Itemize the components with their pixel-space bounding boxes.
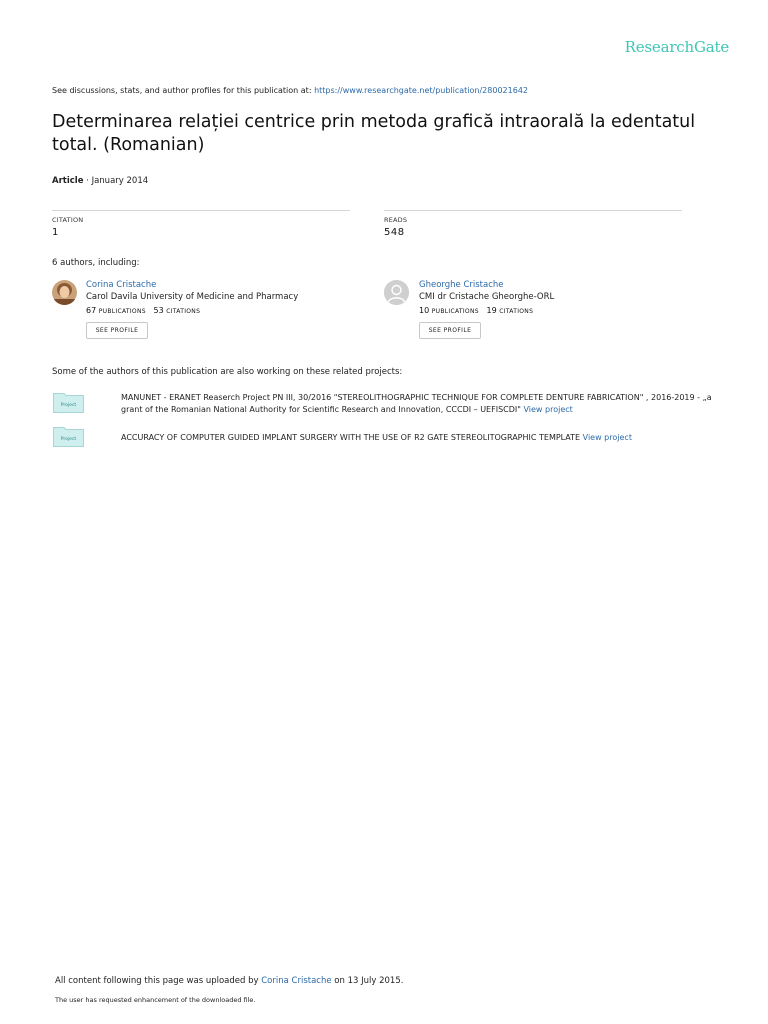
project-item <box>121 432 721 444</box>
publication-title: Determinarea relației centrice prin metoda grafică intraorală la edentatul total. (Romanian) <box>52 112 696 155</box>
discussion-line <box>52 86 528 95</box>
discussion-text: See discussions, stats, and author profiles for this publication at: <box>52 86 315 95</box>
author-avatar-placeholder[interactable] <box>384 280 409 305</box>
project-icon-label: Project <box>60 437 77 442</box>
upload-suffix: on 13 July 2015. <box>331 976 404 986</box>
citation-divider <box>52 210 350 211</box>
citation-count: 1 <box>52 227 59 238</box>
author-avatar-photo[interactable] <box>52 280 77 305</box>
view-project-link[interactable]: View project <box>523 405 573 414</box>
publication-url-link[interactable]: https://www.researchgate.net/publication/280021642 <box>314 86 528 95</box>
author-citations-count: 19 <box>486 306 497 315</box>
project-item <box>121 392 713 416</box>
related-projects-heading: Some of the authors of this publication are also working on these related projects: <box>52 367 403 377</box>
author-name-link[interactable]: Corina Cristache <box>86 280 157 290</box>
publication-meta: Article · January 2014 <box>52 176 149 186</box>
author-stats <box>419 306 533 315</box>
author-affiliation: CMI dr Cristache Gheorghe-ORL <box>419 292 555 302</box>
author-affiliation: Carol Davila University of Medicine and Pharmacy <box>86 292 299 302</box>
see-profile-button[interactable]: SEE PROFILE <box>419 322 481 339</box>
reads-count: 548 <box>384 227 405 238</box>
upload-prefix: All content following this page was uploaded by <box>55 976 262 986</box>
author-citations-count: 53 <box>153 306 164 315</box>
researchgate-logo[interactable]: ResearchGate <box>624 38 729 56</box>
author-name-link[interactable]: Gheorghe Cristache <box>419 280 504 290</box>
author-publications-count: 67 <box>86 306 97 315</box>
project-description: MANUNET - ERANET Reaserch Project PN III, 30/2016 "STEREOLITHOGRAPHIC TECHNIQUE FOR COMPLETE DENTURE FABRICATION" , 2016-2019 - „a grant of the Romanian National Authority for Scientific Research and Innovation, CCCDI – UEFISCDI" <box>121 393 712 414</box>
publications-label: PUBLICATIONS <box>98 308 146 315</box>
project-icon-label: Project <box>60 403 77 408</box>
project-folder-icon[interactable] <box>53 391 84 413</box>
authors-heading: 6 authors, including: <box>52 258 140 268</box>
person-photo-icon <box>52 280 77 305</box>
author-publications-count: 10 <box>419 306 430 315</box>
publications-label: PUBLICATIONS <box>431 308 479 315</box>
citations-label: CITATIONS <box>499 308 534 315</box>
reads-label: READS <box>384 216 408 224</box>
reads-divider <box>384 210 682 211</box>
enhancement-note: The user has requested enhancement of the downloaded file. <box>55 996 256 1004</box>
user-placeholder-icon <box>384 280 409 305</box>
project-description: ACCURACY OF COMPUTER GUIDED IMPLANT SURGERY WITH THE USE OF R2 GATE STEREOLITOGRAPHIC TEMPLATE <box>121 433 581 442</box>
view-project-link[interactable]: View project <box>582 433 632 442</box>
author-stats <box>86 306 200 315</box>
citations-label: CITATIONS <box>166 308 201 315</box>
publication-type: Article <box>52 176 84 186</box>
uploader-link[interactable]: Corina Cristache <box>261 976 332 986</box>
project-folder-icon[interactable] <box>53 425 84 447</box>
publication-date: January 2014 <box>91 176 149 186</box>
see-profile-button[interactable]: SEE PROFILE <box>86 322 148 339</box>
citation-label: CITATION <box>52 216 84 224</box>
upload-info <box>55 976 403 986</box>
